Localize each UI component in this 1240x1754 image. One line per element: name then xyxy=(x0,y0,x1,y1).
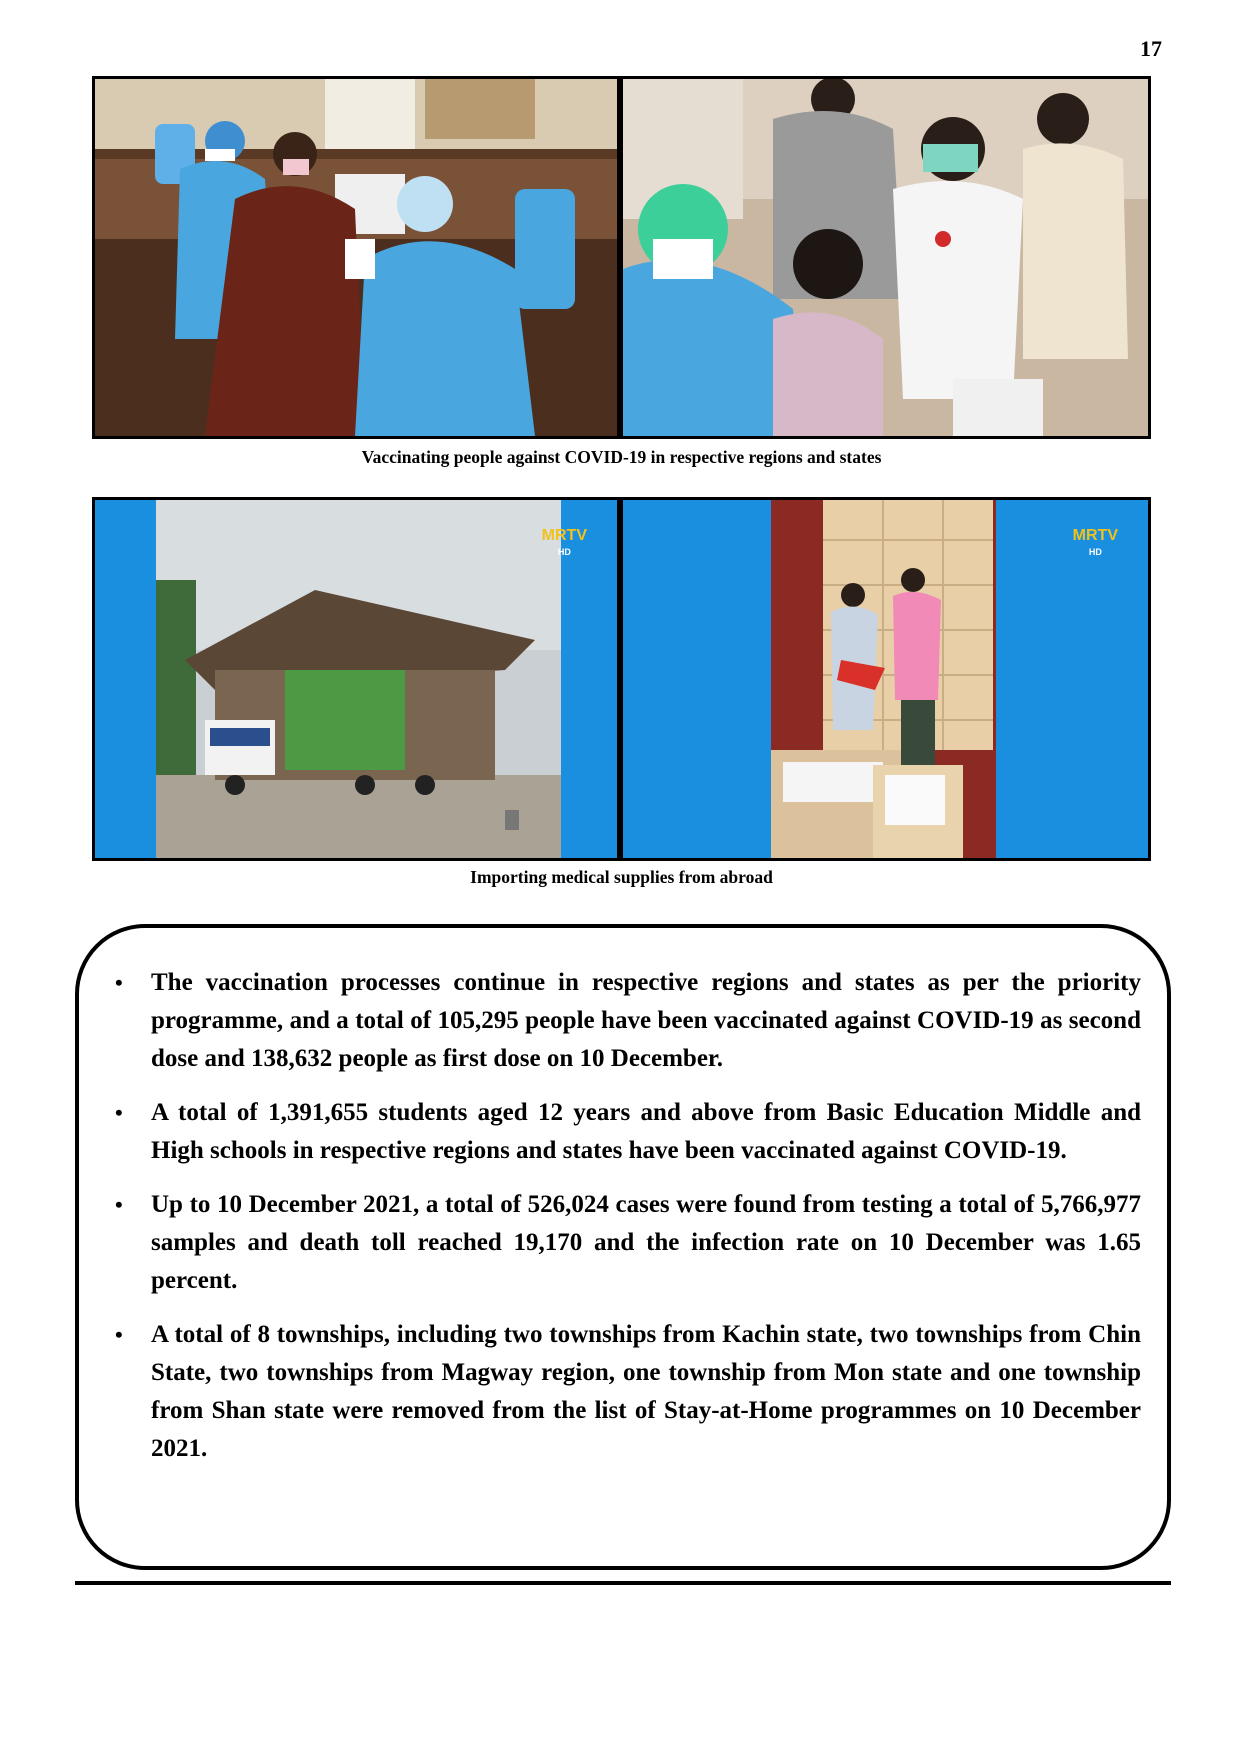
mrtv-logo-text: MRTV xyxy=(1072,527,1118,544)
list-item-text: A total of 1,391,655 students aged 12 years and above from Basic Education Middle and High schools in respective regions and states have been vaccinated against COVID-19. xyxy=(151,1099,1141,1164)
bullet-marker: • xyxy=(115,970,123,995)
list-item xyxy=(115,1316,1141,1468)
list-item xyxy=(115,964,1141,1078)
vaccination-caption: Vaccinating people against COVID-19 in respective regions and states xyxy=(361,447,882,467)
list-item xyxy=(115,1186,1141,1300)
bottom-rule xyxy=(75,1581,1171,1585)
imports-caption: Importing medical supplies from abroad xyxy=(470,867,773,887)
mrtv-logo-text: MRTV xyxy=(541,527,587,544)
import-photo-truck xyxy=(92,497,620,861)
bullet-marker: • xyxy=(115,1322,123,1347)
list-item-text: A total of 8 townships, including two townships from Kachin state, two townships from Chin State, two townships from Magway region, one township from Mon state and one township from Shan state were removed from the list of Stay-at-Home programmes on 10 December 2021. xyxy=(151,1321,1141,1462)
mrtv-logo-sub: HD xyxy=(1088,547,1102,557)
page-number: 17 xyxy=(1140,36,1162,61)
list-item xyxy=(115,1094,1141,1170)
mrtv-logo-sub: HD xyxy=(557,547,571,557)
news-summary-box xyxy=(75,924,1171,1570)
bullet-list xyxy=(115,964,1141,1484)
bullet-marker: • xyxy=(115,1192,123,1217)
list-item-text: The vaccination processes continue in respective regions and states as per the priority programme, and a total of 105,295 people have been vaccinated against COVID-19 as second dose and 138,632 people as first dose on 10 December. xyxy=(151,969,1141,1072)
vaccination-photo-monk xyxy=(92,76,620,439)
vaccination-photo-woman xyxy=(620,76,1151,439)
list-item-text: Up to 10 December 2021, a total of 526,024 cases were found from testing a total of 5,766,977 samples and death toll reached 19,170 and the infection rate on 10 December was 1.65 percent. xyxy=(151,1191,1141,1294)
import-photo-cartons xyxy=(620,497,1151,861)
bullet-marker: • xyxy=(115,1100,123,1125)
